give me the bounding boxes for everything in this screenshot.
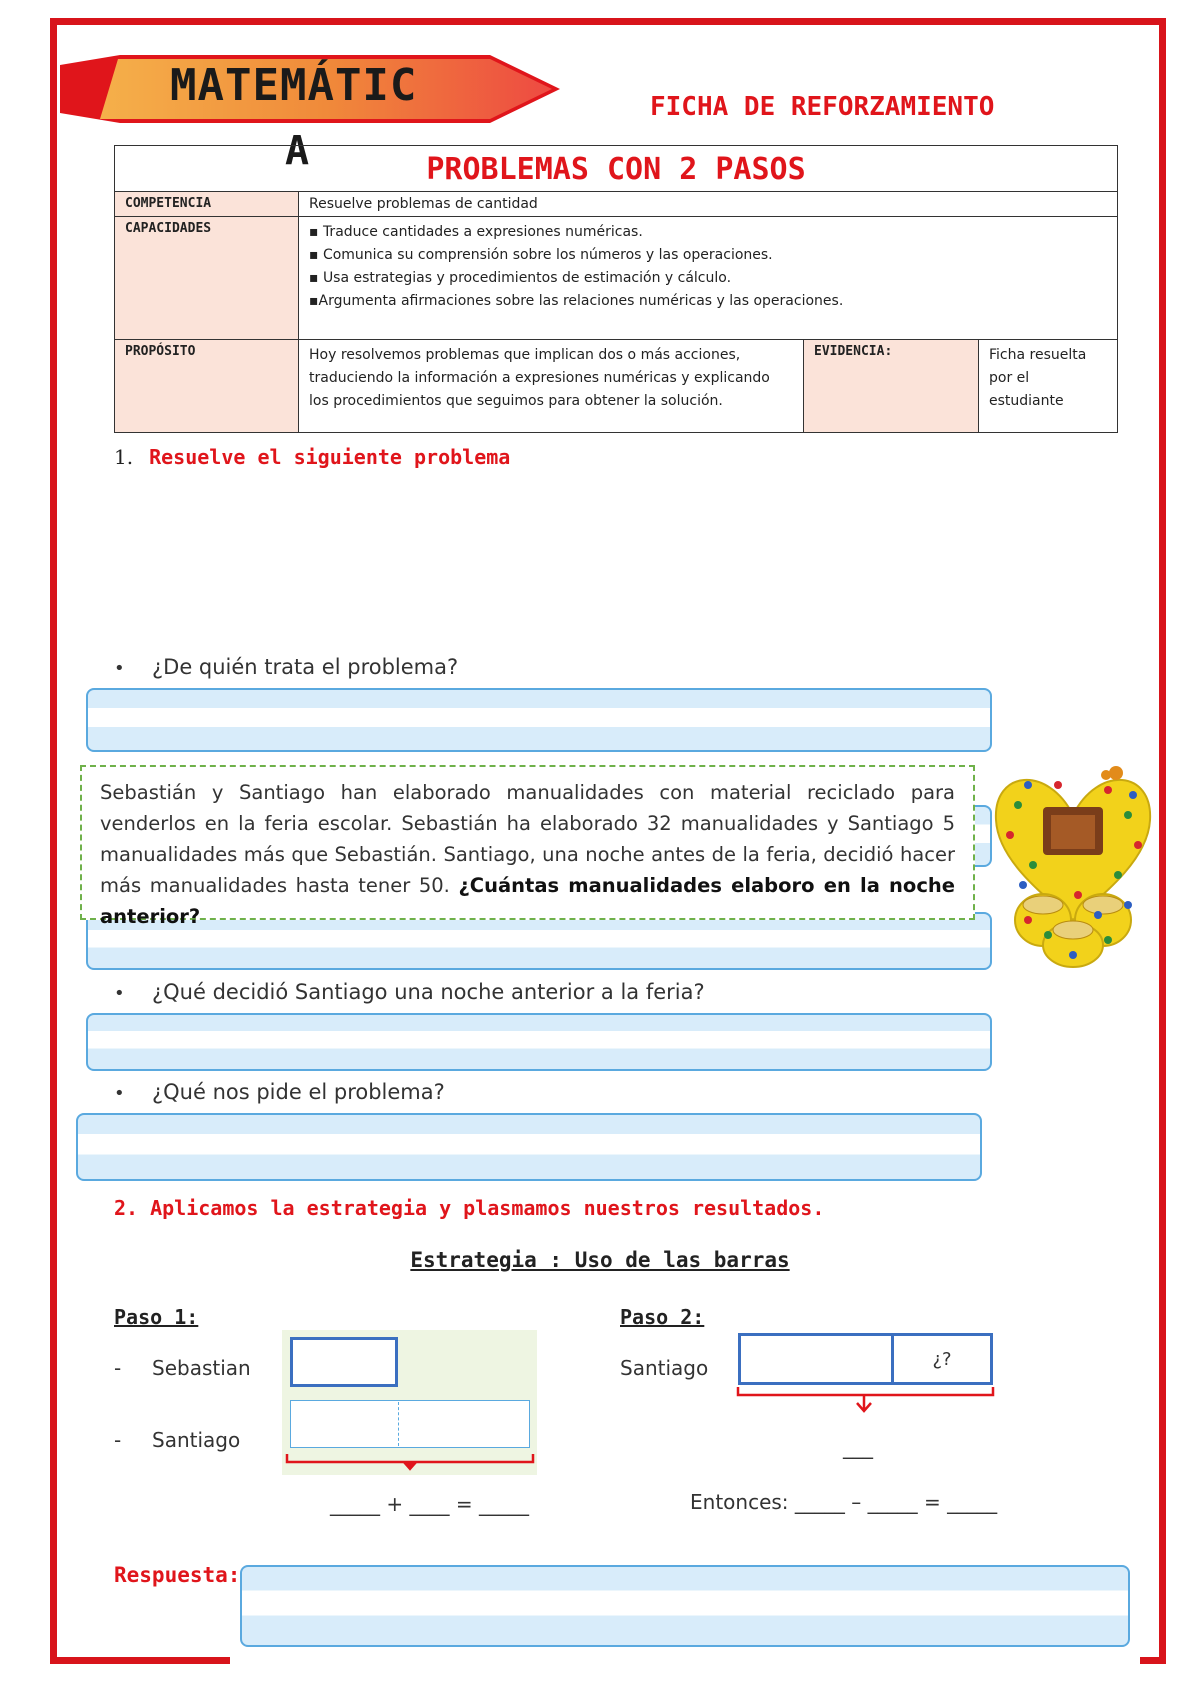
question-who-text: ¿De quién trata el problema? xyxy=(152,655,459,679)
paso1-name-santiago: Santiago xyxy=(152,1428,241,1452)
bar-santiago-known xyxy=(738,1333,894,1385)
paso1-equation: _____ + ____ = _____ xyxy=(330,1492,529,1516)
capacidades-list xyxy=(299,217,1118,340)
page-frame-bottom-left xyxy=(50,1657,230,1664)
capacidad-item: ▪ Usa estrategias y procedimientos de estimación y cálculo. xyxy=(309,270,732,286)
question-decision-text: ¿Qué decidió Santiago una noche anterior a la feria? xyxy=(152,980,705,1004)
section2-heading xyxy=(114,1196,824,1220)
section1-number: 1. xyxy=(114,445,134,469)
capacidades-label: CAPACIDADES xyxy=(115,217,299,340)
paso1-title: Paso 1: xyxy=(114,1305,199,1329)
paso1-name-sebastian: Sebastian xyxy=(152,1356,251,1380)
problem-question: ¿Cuántas manualidades elaboro en la noche anterior? xyxy=(100,874,955,928)
bullet: • xyxy=(114,1083,125,1104)
ficha-title: FICHA DE REFORZAMIENTO xyxy=(650,92,995,122)
section1-heading xyxy=(114,445,510,469)
subject-title: MATEMÁTIC xyxy=(170,60,418,111)
info-table xyxy=(114,145,1118,433)
question-ask xyxy=(114,1080,445,1104)
brace-paso2 xyxy=(735,1385,997,1415)
evidencia-label: EVIDENCIA: xyxy=(804,340,979,433)
capacidad-item: ▪Argumenta afirmaciones sobre las relaciones numéricas y las operaciones. xyxy=(309,293,844,309)
capacidad-item: ▪ Comunica su comprensión sobre los números y las operaciones. xyxy=(309,247,773,263)
proposito-label: PROPÓSITO xyxy=(115,340,299,433)
bar-santiago-unknown: ¿? xyxy=(891,1333,993,1385)
competencia-value: Resuelve problemas de cantidad xyxy=(299,192,1118,217)
worksheet-title: PROBLEMAS CON 2 PASOS xyxy=(115,146,1118,192)
section1-heading-text: Resuelve el siguiente problema xyxy=(149,445,511,469)
dash: - xyxy=(114,1356,122,1380)
question-who xyxy=(114,655,458,679)
paso2-name-santiago: Santiago xyxy=(620,1356,709,1380)
bar-santiago xyxy=(290,1400,530,1448)
section2-heading-text: Aplicamos la estrategia y plasmamos nuestros resultados. xyxy=(150,1196,825,1220)
proposito-value: Hoy resolvemos problemas que implican dos o más acciones, traduciendo la información a expresiones numéricas y explicando los procedimientos que seguimos para obtener la solución. xyxy=(299,340,804,433)
heart-box-picture xyxy=(988,745,1158,970)
problem-text: Sebastián y Santiago han elaborado manualidades con material reciclado para venderlos en la feria escolar. Sebastián ha elaborado 32 manualidades y Santiago 5 manualidades más que Sebastián. Santiago, una noche antes de la feria, decidió hacer más manualidades hasta tener 50. xyxy=(100,781,955,897)
dash: - xyxy=(114,1428,122,1452)
answer-field-second[interactable] xyxy=(86,912,992,970)
problem-statement xyxy=(80,765,975,928)
question-ask-text: ¿Qué nos pide el problema? xyxy=(152,1080,445,1104)
bar-sebastian xyxy=(290,1337,398,1387)
answer-field-decision[interactable] xyxy=(86,1013,992,1071)
respuesta-label: Respuesta: xyxy=(114,1563,241,1587)
answer-field-who[interactable] xyxy=(86,688,992,752)
answer-field-respuesta[interactable] xyxy=(240,1565,1130,1647)
answer-field-ask[interactable] xyxy=(76,1113,982,1181)
paso2-equation: Entonces: _____ – _____ = _____ xyxy=(690,1490,998,1514)
paso2-blank: ___ xyxy=(843,1435,873,1459)
brace-paso1 xyxy=(285,1452,537,1474)
strategy-title: Estrategia : Uso de las barras xyxy=(410,1248,790,1272)
evidencia-value: Ficha resuelta por el estudiante xyxy=(979,340,1118,433)
competencia-label: COMPETENCIA xyxy=(115,192,299,217)
bullet: • xyxy=(114,658,125,679)
capacidad-item: ▪ Traduce cantidades a expresiones numéricas. xyxy=(309,224,643,240)
page-frame-bottom-right xyxy=(1140,1657,1166,1664)
paso2-title: Paso 2: xyxy=(620,1305,705,1329)
bar-santiago-divider xyxy=(398,1402,399,1446)
bullet: • xyxy=(114,983,125,1004)
section2-number: 2. xyxy=(114,1196,139,1220)
subject-title-continued: A xyxy=(285,128,310,174)
question-decision xyxy=(114,980,705,1004)
